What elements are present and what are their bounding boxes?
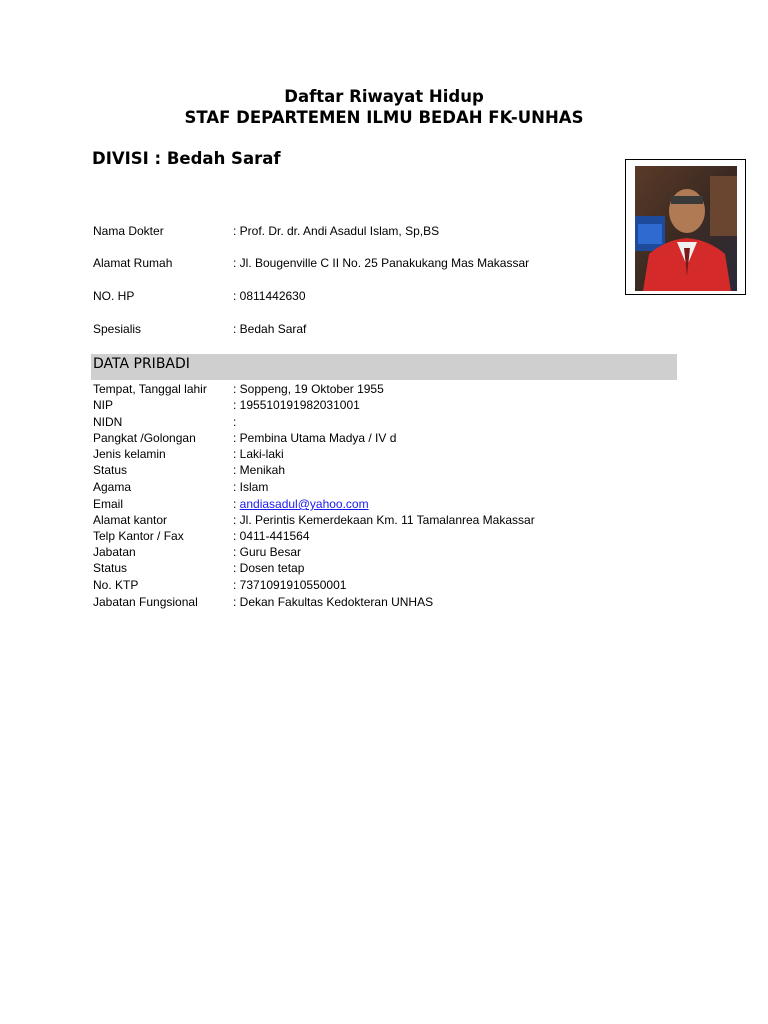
field-label: Telp Kantor / Fax <box>93 529 184 543</box>
summary-label: Nama Dokter <box>93 224 164 238</box>
field-label: Jabatan Fungsional <box>93 595 198 609</box>
document-title: Daftar Riwayat Hidup <box>284 87 484 106</box>
summary-value: : 0811442630 <box>233 289 306 303</box>
summary-value: : Jl. Bougenville C II No. 25 Panakukang Mas Makassar <box>233 256 530 270</box>
field-label: Status <box>93 561 128 575</box>
section-header <box>91 354 677 380</box>
division-heading: DIVISI : Bedah Saraf <box>92 149 281 168</box>
field-value: : Soppeng, 19 Oktober 1955 <box>233 382 384 396</box>
profile-photo <box>635 166 737 291</box>
summary-value: : Prof. Dr. dr. Andi Asadul Islam, Sp,BS <box>233 224 440 238</box>
field-label: Alamat kantor <box>93 513 168 527</box>
section-title: DATA PRIBADI <box>93 356 190 372</box>
field-value: : Dekan Fakultas Kedokteran UNHAS <box>233 595 434 609</box>
field-value <box>233 497 369 511</box>
field-label: NIP <box>93 398 114 412</box>
summary-label: Alamat Rumah <box>93 256 173 270</box>
field-label: Tempat, Tanggal lahir <box>93 382 207 396</box>
field-value: : Guru Besar <box>233 545 302 559</box>
field-value: : Jl. Perintis Kemerdekaan Km. 11 Tamalanrea Makassar <box>233 513 535 527</box>
field-value: : Dosen tetap <box>233 561 305 575</box>
field-value: : Menikah <box>233 463 286 477</box>
summary-value: : Bedah Saraf <box>233 322 307 336</box>
field-value: : 195510191982031001 <box>233 398 360 412</box>
field-value: : 7371091910550001 <box>233 578 347 592</box>
field-value: : 0411-441564 <box>233 529 310 543</box>
field-label: Pangkat /Golongan <box>93 431 196 445</box>
field-value: : Laki-laki <box>233 447 284 461</box>
email-prefix: : <box>233 497 240 511</box>
document-subtitle: STAF DEPARTEMEN ILMU BEDAH FK-UNHAS <box>184 108 584 127</box>
field-label: Status <box>93 463 128 477</box>
field-label: Jenis kelamin <box>93 447 166 461</box>
field-label: Agama <box>93 480 132 494</box>
field-value: : Islam <box>233 480 269 494</box>
field-value: : Pembina Utama Madya / IV d <box>233 431 397 445</box>
field-label: NIDN <box>93 415 123 429</box>
field-value: : <box>233 415 237 429</box>
summary-label: NO. HP <box>93 289 135 303</box>
field-label: Jabatan <box>93 545 136 559</box>
field-label: Email <box>93 497 124 511</box>
portrait-image <box>635 166 737 291</box>
summary-label: Spesialis <box>93 322 142 336</box>
field-label: No. KTP <box>93 578 139 592</box>
email-link[interactable]: andiasadul@yahoo.com <box>239 497 369 511</box>
profile-photo-frame <box>625 159 746 295</box>
